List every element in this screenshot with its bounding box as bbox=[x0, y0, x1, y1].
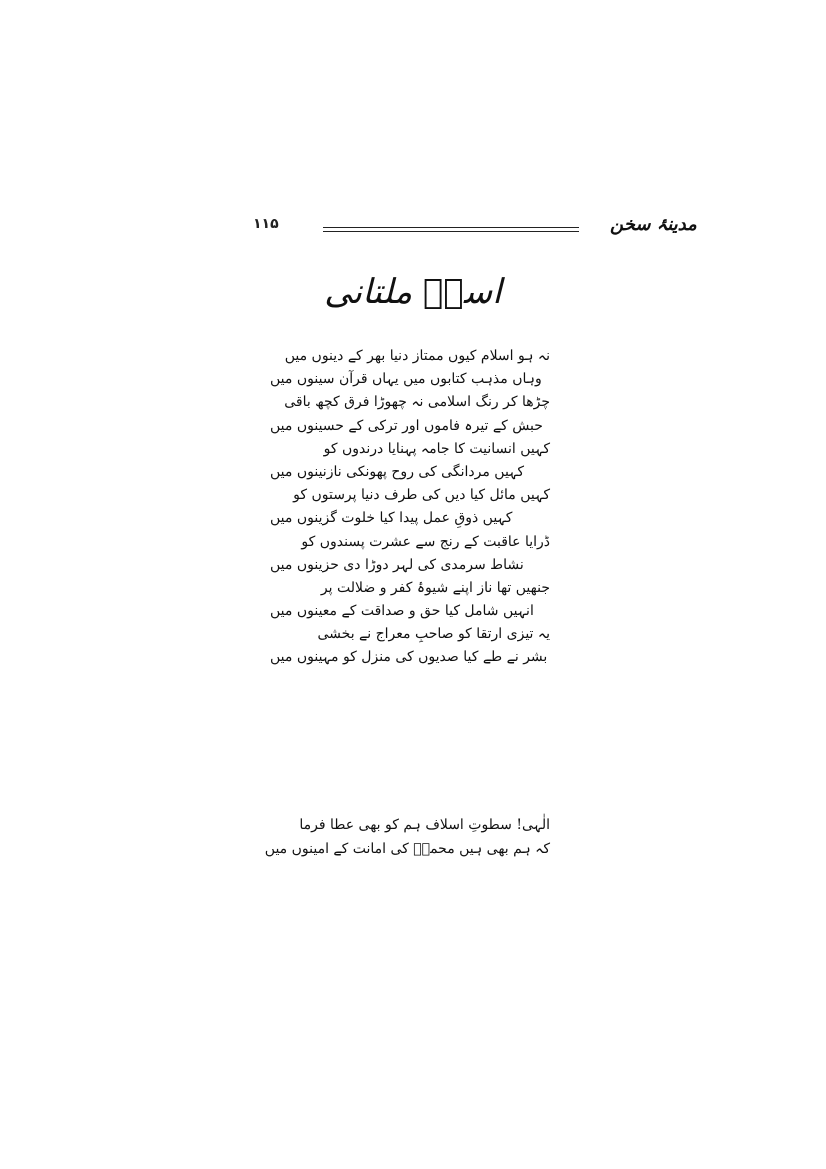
verse-line: کہیں انسانیت کا جامہ پہنایا درندوں کو bbox=[323, 440, 550, 457]
verse-line: کہیں مردانگی کی روح پھونکی نازنینوں میں bbox=[270, 463, 525, 480]
poet-name-heading: اسدؔ ملتانی bbox=[324, 272, 502, 312]
verse-line: وہاں مذہب کتابوں میں یہاں قرآن سینوں میں bbox=[270, 371, 542, 388]
verse-line: کہیں ذوقِ عمل پیدا کیا خلوت گزینوں میں bbox=[270, 510, 513, 527]
verse-line: حبش کے تیرہ فاموں اور ترکی کے حسینوں میں bbox=[270, 417, 543, 434]
page-header bbox=[0, 214, 826, 244]
rule-line-top bbox=[323, 227, 579, 228]
verse-line: انہیں شامل کیا حق و صداقت کے معینوں میں bbox=[270, 603, 534, 620]
closing-couplet bbox=[264, 813, 550, 861]
verse-line: بشر نے طے کیا صدیوں کی منزل کو مہینوں میں bbox=[270, 649, 548, 666]
verse-line: نشاط سرمدی کی لہر دوڑا دی حزینوں میں bbox=[270, 556, 524, 573]
verse-line: ڈرایا عاقبت کے رنج سے عشرت پسندوں کو bbox=[301, 533, 550, 550]
verse-line: کہیں مائل کیا دیں کی طرف دنیا پرستوں کو bbox=[293, 487, 550, 504]
rule-line-bottom bbox=[323, 231, 579, 232]
page-number: ۱۱۵ bbox=[253, 216, 279, 232]
closing-line: کہ ہم بھی ہیں محمدؐ کی امانت کے امینوں میں bbox=[264, 841, 550, 857]
verse-line: یہ تیزی ارتقا کو صاحبِ معراج نے بخشی bbox=[317, 626, 550, 643]
poem-body bbox=[270, 345, 550, 670]
book-title: مدینۂ سخن bbox=[610, 214, 697, 235]
verse-line: جنھیں تھا ناز اپنے شیوۂ کفر و ضلالت پر bbox=[320, 579, 550, 596]
verse-line: چڑھا کر رنگ اسلامی نہ چھوڑا فرق کچھ باقی bbox=[284, 394, 550, 411]
closing-line: الٰہی! سطوتِ اسلاف ہم کو بھی عطا فرما bbox=[299, 817, 550, 833]
header-double-rule bbox=[323, 227, 579, 233]
verse-line: نہ ہو اسلام کیوں ممتاز دنیا بھر کے دینوں میں bbox=[284, 348, 550, 364]
